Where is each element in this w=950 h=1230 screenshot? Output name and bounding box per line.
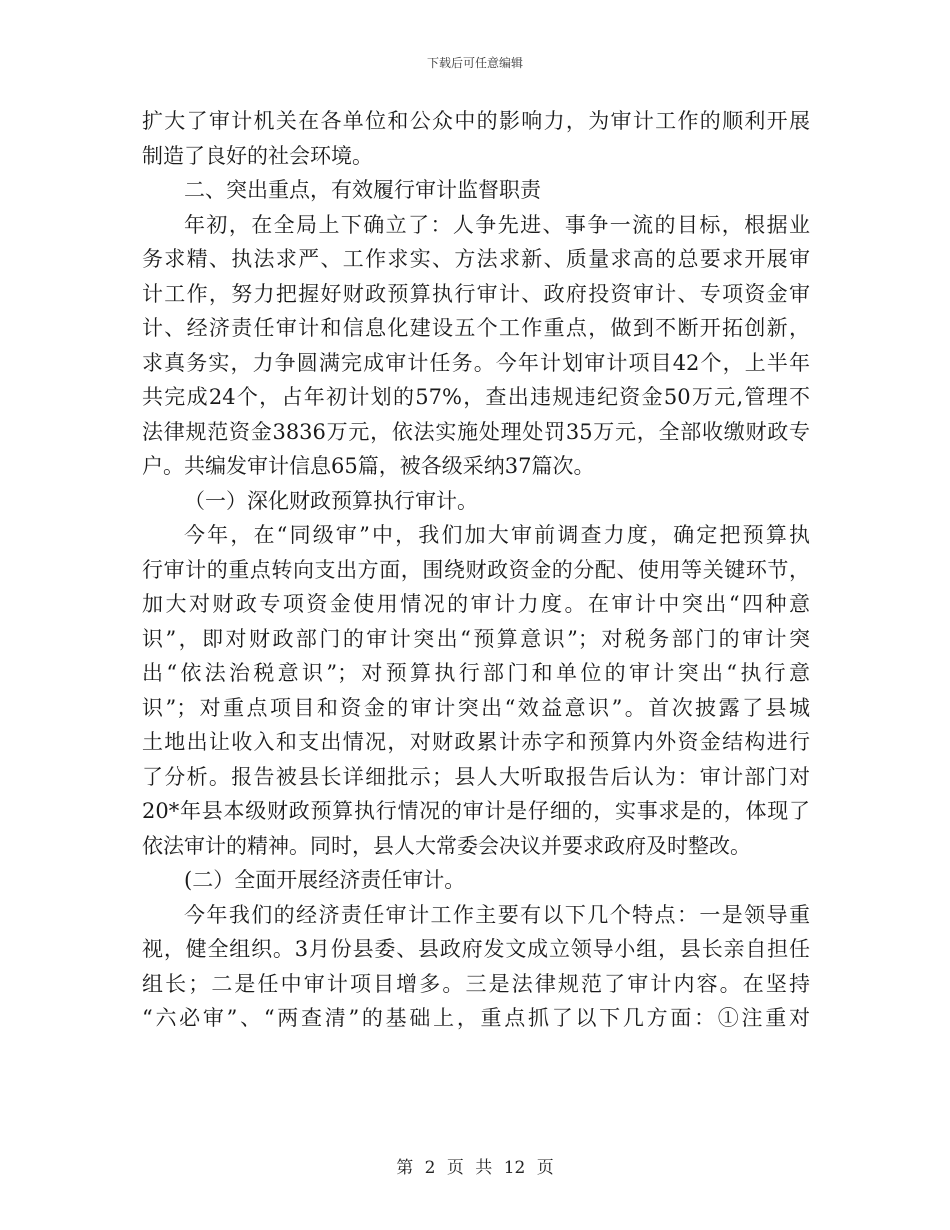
text-line: 出“依法治税意识”；对预算执行部门和单位的审计突出“执行意 [142,661,810,685]
subsection-heading: (二）全面开展经济责任审计。 [184,868,466,892]
subsection-heading: （一）深化财政预算执行审计。 [184,488,478,513]
text-line: 求真务实，力争圆满完成审计任务。今年计划审计项目42个，上半年 [142,350,810,375]
text-line: 制造了良好的社会环境。 [142,143,373,168]
text-line: 年初，在全局上下确立了：人争先进、事争一流的目标，根据业 [184,212,810,237]
text-line: 计工作，努力把握好财政预算执行审计、政府投资审计、专项资金审 [142,281,810,306]
text-line: 20*年县本级财政预算执行情况的审计是仔细的，实事求是的，体现了 [142,799,810,823]
text-line: 户。共编发审计信息65篇，被各级采纳37篇次。 [142,454,595,478]
text-line: 共完成24个，占年初计划的57%，查出违规违纪资金50万元,管理不 [142,385,810,409]
text-line: 今年，在“同级审”中，我们加大审前调查力度，确定把预算执 [184,523,810,547]
text-line: 扩大了审计机关在各单位和公众中的影响力，为审计工作的顺利开展 [142,109,810,133]
text-line: 识”，即对财政部门的审计突出“预算意识”；对税务部门的审计突 [142,626,810,651]
page-number: 第 2 页 共 12 页 [396,1158,554,1178]
text-line: “六必审”、“两查清”的基础上，重点抓了以下几方面：①注重对 [142,1006,810,1030]
text-line: 计、经济责任审计和信息化建设五个工作重点，做到不断开拓创新， [142,316,810,340]
text-line: 识”；对重点项目和资金的审计突出“效益意识”。首次披露了县城 [142,695,810,720]
text-line: 视，健全组织。3月份县委、县政府发文成立领导小组，县长亲自担任 [142,937,810,961]
text-line: 依法审计的精神。同时，县人大常委会决议并要求政府及时整改。 [142,833,751,858]
text-line: 行审计的重点转向支出方面，围绕财政资金的分配、使用等关键环节， [142,557,810,582]
page-header: 下载后可任意编辑 [426,56,523,70]
text-line: 了分析。报告被县长详细批示；县人大听取报告后认为：审计部门对 [142,764,810,789]
text-line: 今年我们的经济责任审计工作主要有以下几个特点：一是领导重 [184,902,810,927]
text-line: 务求精、执法求严、工作求实、方法求新、质量求高的总要求开展审 [142,247,810,271]
section-heading: 二、突出重点，有效履行审计监督职责 [184,178,541,202]
text-line: 加大对财政专项资金使用情况的审计力度。在审计中突出“四种意 [142,592,810,616]
text-line: 土地出让收入和支出情况，对财政累计赤字和预算内外资金结构进行 [142,730,810,754]
document-body [142,104,810,1036]
text-line: 法律规范资金3836万元，依法实施处理处罚35万元，全部收缴财政专 [142,419,810,444]
text-line: 组长；二是任中审计项目增多。三是法律规范了审计内容。在坚持 [142,971,810,996]
